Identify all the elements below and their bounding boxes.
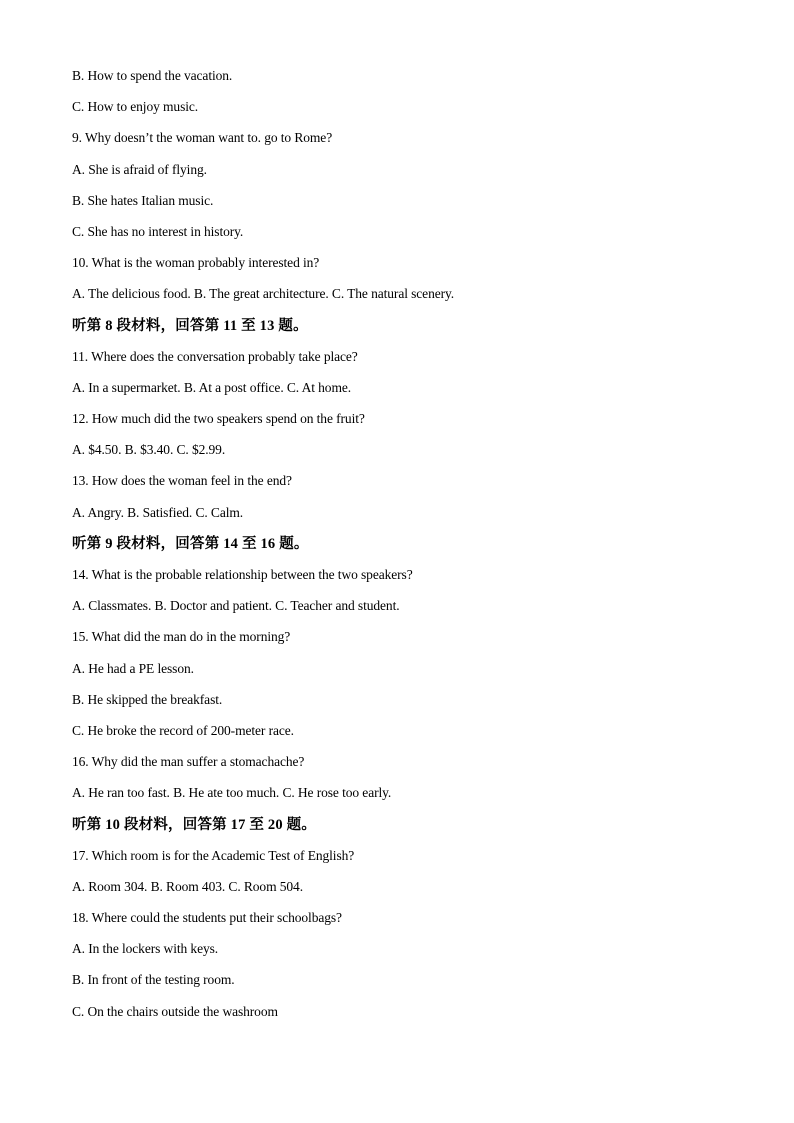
- question-line: 11. Where does the conversation probably take place?: [72, 348, 358, 364]
- question-line: 9. Why doesn’t the woman want to. go to Rome?: [72, 130, 333, 146]
- question-line: 14. What is the probable relationship between the two speakers?: [72, 567, 413, 582]
- option-line: A. He had a PE lesson.: [72, 660, 194, 676]
- document-page: [72, 66, 732, 1033]
- question-line: 10. What is the woman probably interested in?: [72, 255, 320, 271]
- option-line: A. Room 304. B. Room 403. C. Room 504.: [72, 878, 303, 894]
- question-line: 15. What did the man do in the morning?: [72, 629, 291, 645]
- question-line: 13. How does the woman feel in the end?: [72, 473, 292, 489]
- option-line: A. Classmates. B. Doctor and patient. C. Teacher and student.: [72, 598, 400, 614]
- option-line: B. She hates Italian music.: [72, 192, 214, 208]
- option-line: A. Angry. B. Satisfied. C. Calm.: [72, 504, 244, 520]
- question-line: 17. Which room is for the Academic Test of English?: [72, 847, 355, 863]
- question-line: 18. Where could the students put their schoolbags?: [72, 910, 342, 926]
- section-heading: 听第 10 段材料，回答第 17 至 20 题。: [72, 816, 317, 833]
- option-line: C. She has no interest in history.: [72, 223, 244, 239]
- section-heading: 听第 9 段材料，回答第 14 至 16 题。: [72, 535, 309, 552]
- option-line: C. He broke the record of 200-meter race.: [72, 722, 294, 738]
- option-line: A. $4.50. B. $3.40. C. $2.99.: [72, 442, 226, 458]
- question-line: 16. Why did the man suffer a stomachache?: [72, 754, 305, 770]
- option-line: A. In a supermarket. B. At a post office. C. At home.: [72, 379, 352, 395]
- option-line: A. The delicious food. B. The great architecture. C. The natural scenery.: [72, 286, 455, 302]
- option-line: A. In the lockers with keys.: [72, 941, 219, 957]
- question-line: 12. How much did the two speakers spend on the fruit?: [72, 411, 365, 427]
- option-line: B. In front of the testing room.: [72, 972, 235, 988]
- option-line: A. He ran too fast. B. He ate too much. C. He rose too early.: [72, 785, 392, 801]
- section-heading: 听第 8 段材料，回答第 11 至 13 题。: [72, 317, 308, 334]
- option-line: B. He skipped the breakfast.: [72, 691, 223, 707]
- option-line: A. She is afraid of flying.: [72, 161, 207, 177]
- option-line: C. How to enjoy music.: [72, 99, 199, 115]
- option-line: B. How to spend the vacation.: [72, 68, 233, 83]
- option-line: C. On the chairs outside the washroom: [72, 1003, 278, 1019]
